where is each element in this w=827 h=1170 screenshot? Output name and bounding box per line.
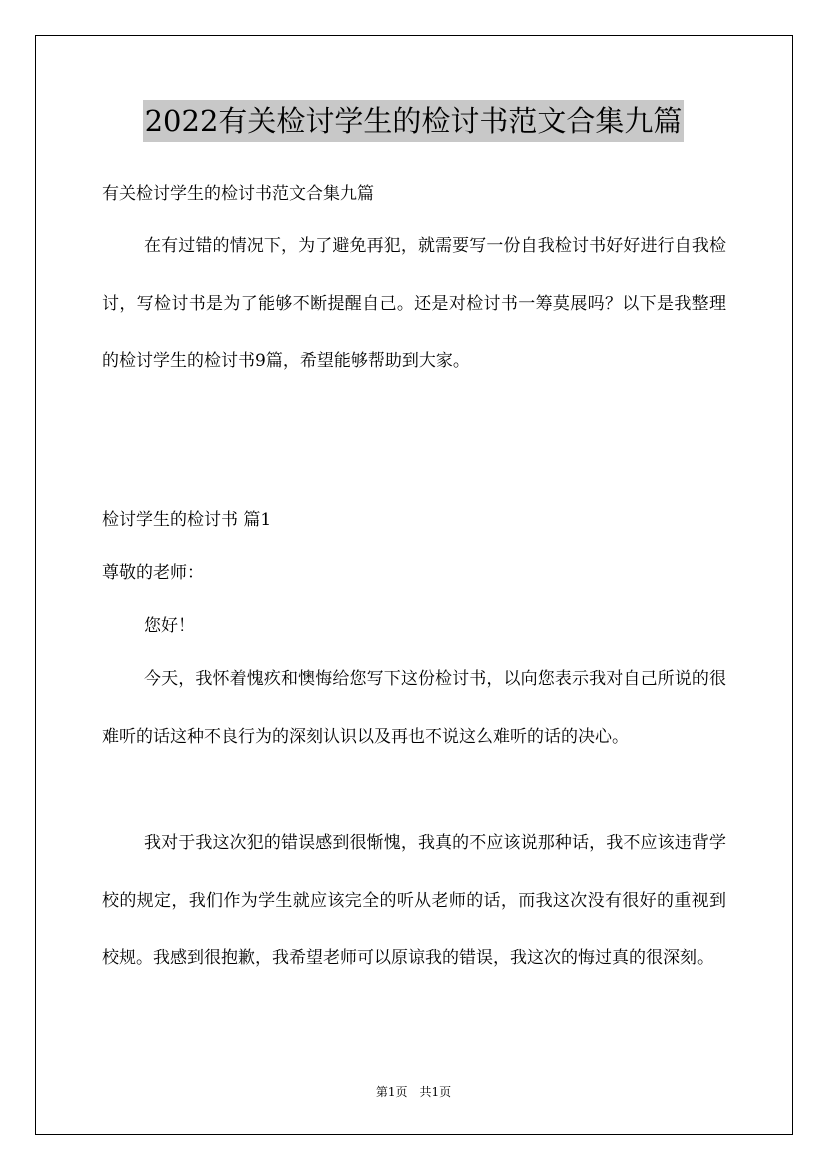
document-title: [0, 100, 827, 142]
body-paragraph-1: 今天，我怀着愧疚和懊悔给您写下这份检讨书，以向您表示我对自己所说的很难听的话这种不良行为的深刻认识以及再也不说这么难听的话的决心。: [102, 669, 726, 747]
greeting: 您好！: [144, 616, 195, 636]
intro-paragraph: 在有过错的情况下，为了避免再犯，就需要写一份自我检讨书好好进行自我检讨，写检讨书是为了能够不断提醒自己。还是对检讨书一筹莫展吗？以下是我整理的检讨学生的检讨书9篇，希望能够帮助到大家。: [102, 236, 726, 371]
document-subtitle: 有关检讨学生的检讨书范文合集九篇: [102, 184, 374, 204]
body-paragraph-2: 我对于我这次犯的错误感到很惭愧，我真的不应该说那种话，我不应该违背学校的规定，我们作为学生就应该完全的听从老师的话，而我这次没有很好的重视到校规。我感到很抱歉，我希望老师可以原谅我的错误，我这次的悔过真的很深刻。: [102, 833, 726, 968]
salutation: 尊敬的老师：: [102, 563, 204, 583]
page-number-footer: 第1页 共1页: [375, 1085, 452, 1099]
document-title-text: 2022有关检讨学生的检讨书范文合集九篇: [143, 100, 685, 142]
section-heading: 检讨学生的检讨书 篇1: [102, 510, 272, 530]
